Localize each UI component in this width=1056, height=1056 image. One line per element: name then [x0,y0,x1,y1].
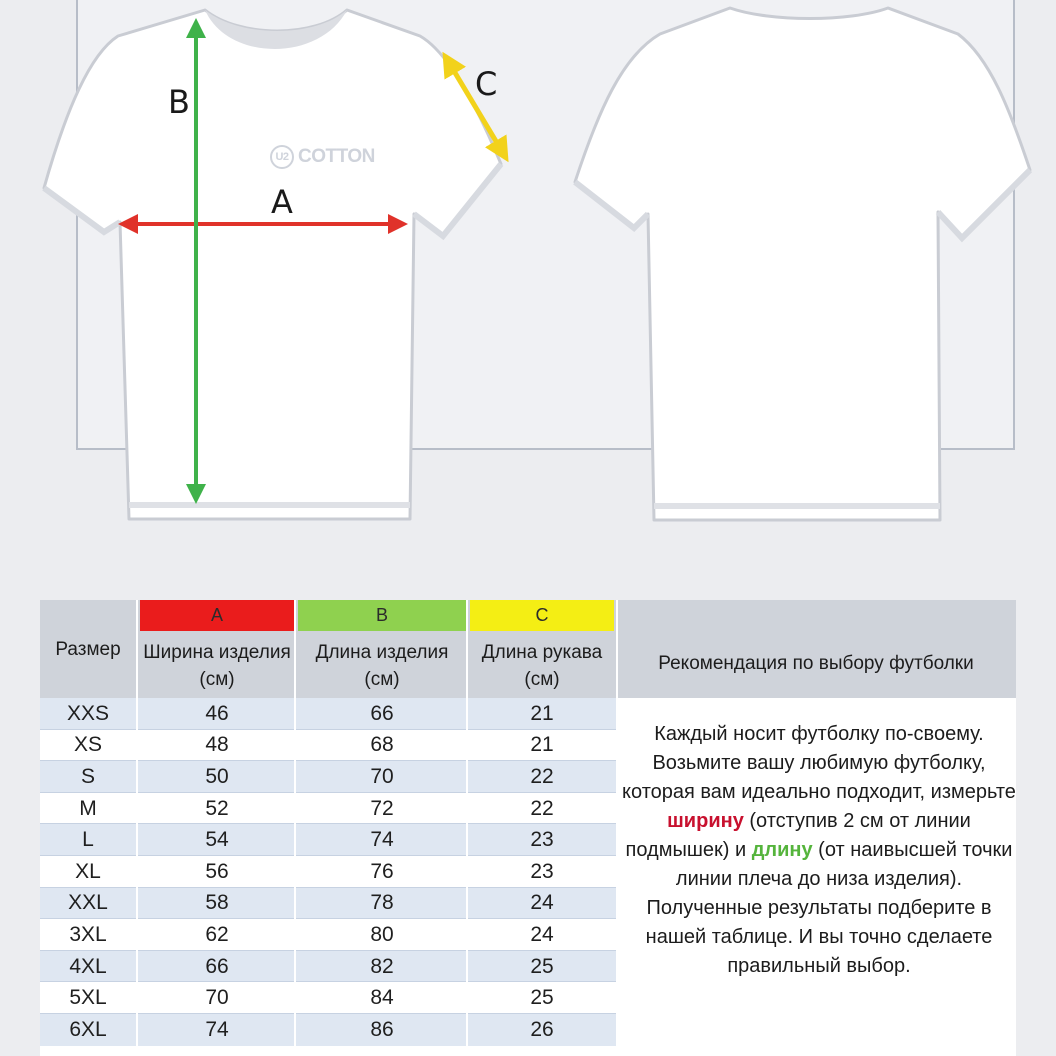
width-cell: 58 [205,891,229,915]
width-cell: 66 [205,954,229,978]
label-c: C [475,65,498,103]
column-b-tag: B [298,600,466,631]
table-row [40,919,616,951]
brand-text: COTTON [298,146,375,167]
size-cell: 5XL [69,986,107,1010]
recommendation-text-part-2: (отступив 2 см от линии подмышек) и [625,810,971,861]
width-cell: 52 [205,796,229,820]
width-cell: 50 [205,764,229,788]
sleeve-cell: 22 [530,764,554,788]
width-cell: 74 [205,1017,229,1041]
length-cell: 82 [370,954,394,978]
recommendation-title: Рекомендация по выбору футболки [658,652,974,674]
sleeve-column-header: Длина рукава (см) [481,642,603,690]
length-cell: 76 [370,859,394,883]
size-cell: XS [73,733,102,757]
recommendation-text-part-3: (от наивысшей точки линии плеча до низа изделия). Полученные результаты подберите в нашей таблице. И вы точно сделаете правильный выбор. [645,839,1013,977]
length-cell: 86 [370,1017,394,1041]
size-cell: XXS [66,701,110,725]
width-cell: 62 [205,922,229,946]
column-a-tag: A [140,600,294,631]
highlight-width: ширину [667,810,744,832]
highlight-length: длину [751,839,813,861]
size-table [40,600,1016,1056]
column-divider [466,600,468,1056]
sleeve-cell: 23 [530,859,554,883]
length-column-header: Длина изделия (см) [315,642,449,690]
column-divider [136,600,138,1056]
size-cell: XL [75,859,101,883]
table-row [40,982,616,1014]
label-a: A [271,183,293,221]
width-cell: 46 [205,701,229,725]
sleeve-cell: 21 [530,733,554,757]
size-cell: 3XL [69,922,107,946]
size-cell: L [82,828,94,852]
length-cell: 72 [370,796,394,820]
width-cell: 56 [205,859,229,883]
table-row [40,824,616,856]
table-row [40,793,616,825]
sleeve-cell: 26 [530,1017,554,1041]
recommendation-text [622,720,1016,981]
sleeve-cell: 22 [530,796,554,820]
size-column-header: Размер [55,638,121,660]
column-divider [294,600,296,1056]
back-tshirt [575,8,1030,520]
table-row [40,1014,616,1046]
front-tshirt [44,10,501,519]
sleeve-cell: 24 [530,891,554,915]
column-divider [616,600,618,1056]
table-row [40,730,616,762]
width-cell: 70 [205,986,229,1010]
size-cell: M [79,796,97,820]
sleeve-cell: 21 [530,701,554,725]
length-cell: 66 [370,701,394,725]
table-row [40,856,616,888]
size-cell: 4XL [69,954,107,978]
sleeve-cell: 23 [530,828,554,852]
width-column-header: Ширина изделия (см) [143,642,291,690]
length-cell: 74 [370,828,394,852]
table-row [40,761,616,793]
width-cell: 54 [205,828,229,852]
sleeve-cell: 24 [530,922,554,946]
length-cell: 70 [370,764,394,788]
brand-logo [270,145,375,169]
size-rows [40,698,616,1046]
length-cell: 84 [370,986,394,1010]
table-row [40,951,616,983]
sleeve-cell: 25 [530,986,554,1010]
recommendation-text-part-1: Каждый носит футболку по-своему. Возьмите вашу любимую футболку, которая вам идеально подходит, измерьте [622,723,1016,803]
width-cell: 48 [205,733,229,757]
label-b: B [168,83,190,121]
column-c-tag: C [470,600,614,631]
size-cell: S [80,764,95,788]
brand-mark: U2 [270,145,294,169]
table-row [40,888,616,920]
length-cell: 68 [370,733,394,757]
size-cell: XXL [68,891,108,915]
length-cell: 80 [370,922,394,946]
table-row [40,698,616,730]
sleeve-cell: 25 [530,954,554,978]
size-cell: 6XL [69,1017,107,1041]
length-cell: 78 [370,891,394,915]
